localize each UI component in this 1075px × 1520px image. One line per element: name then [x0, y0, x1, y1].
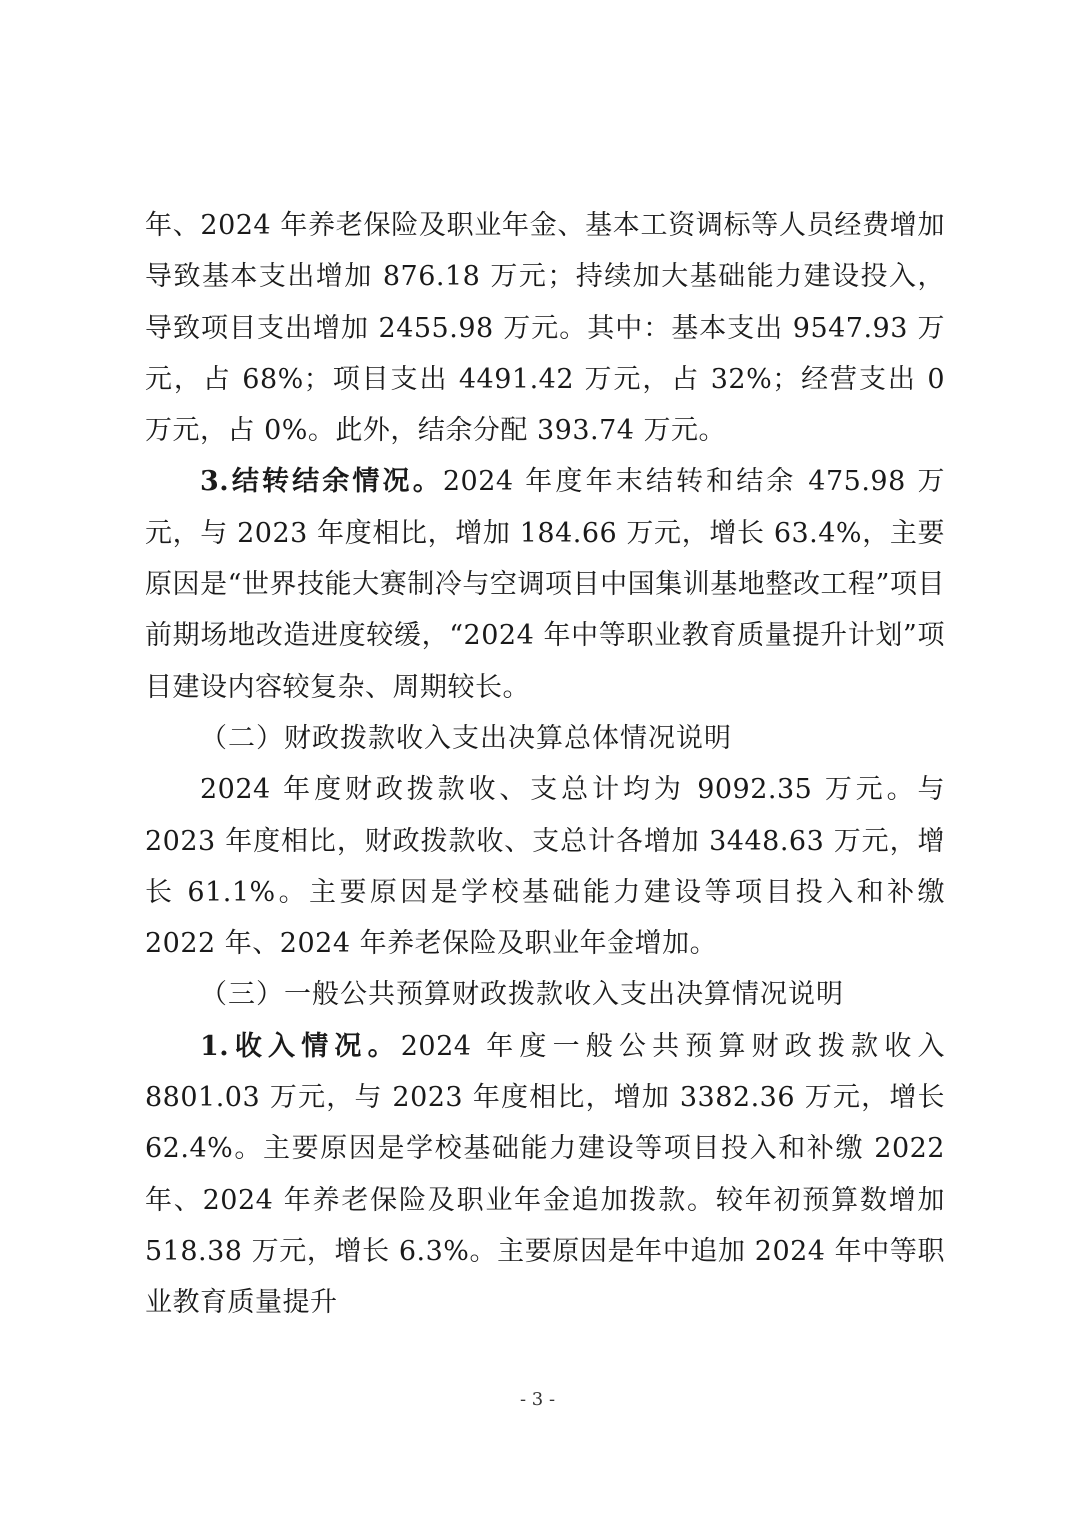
paragraph-expenditure-continued — [145, 200, 945, 456]
paragraph-income — [145, 1021, 945, 1329]
paragraph-lead-carryover: 3.结转结余情况。 — [200, 466, 443, 498]
document-body — [145, 200, 945, 1329]
section-heading-3: （三）一般公共预算财政拨款收入支出决算情况说明 — [200, 979, 844, 1011]
paragraph-carryover — [145, 456, 945, 712]
paragraph-lead-income: 1.收入情况。 — [200, 1030, 401, 1062]
paragraph-text: 2024 年度一般公共预算财政拨款收入 8801.03 万元，与 2023 年度相比，增加 3382.36 万元，增长 62.4%。主要原因是学校基础能力建设等项目投入和补缴 2022 年、2024 年养老保险及职业年金追加拨款。较年初预算数增加 518.38 万元，增长 6.3%。主要原因是年中追加 2024 年中等职业教育质量提升 — [145, 1030, 946, 1319]
page-number: - 3 - — [519, 1389, 556, 1410]
paragraph-text: 年、2024 年养老保险及职业年金、基本工资调标等人员经费增加导致基本支出增加 876.18 万元；持续加大基础能力建设投入，导致项目支出增加 2455.98 万元。其中：基本支出 9547.93 万元，占 68%；项目支出 4491.42 万元，占 32%；经营支出 0 万元，占 0%。此外，结余分配 393.74 万元。 — [145, 210, 945, 447]
section-heading-2: （二）财政拨款收入支出决算总体情况说明 — [200, 722, 732, 754]
paragraph-text: 2024 年度财政拨款收、支总计均为 9092.35 万元。与 2023 年度相比，财政拨款收、支总计各增加 3448.63 万元，增长 61.1%。主要原因是学校基础能力建设等项目投入和补缴 2022 年、2024 年养老保险及职业年金增加。 — [145, 774, 945, 960]
paragraph-fiscal-overview — [145, 764, 945, 969]
paragraph-text: 2024 年度年末结转和结余 475.98 万元，与 2023 年度相比，增加 184.66 万元，增长 63.4%，主要原因是“世界技能大赛制冷与空调项目中国集训基地整改工程”项目前期场地改造进度较缓，“2024 年中等职业教育质量提升计划”项目建设内容较复杂、周期较长。 — [145, 466, 946, 703]
